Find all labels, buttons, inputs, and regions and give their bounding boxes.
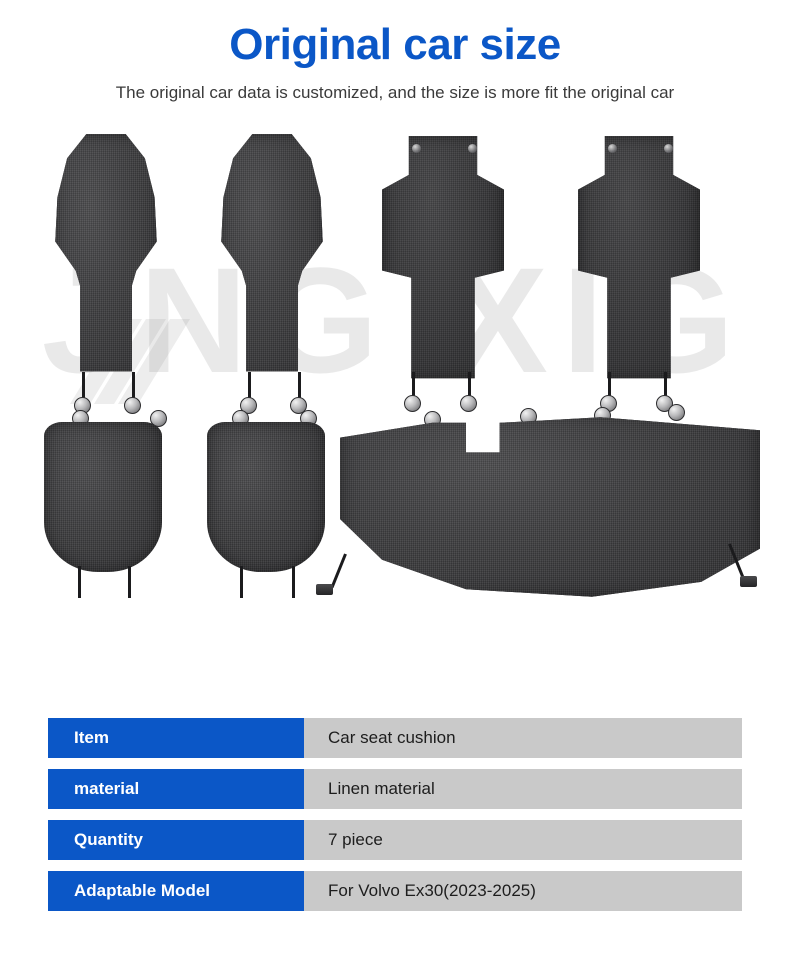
table-row	[48, 718, 742, 758]
front-right-backrest	[218, 134, 326, 379]
front-right-base-strap-b	[292, 566, 295, 598]
rear-right-backrest-strap-b	[664, 372, 667, 398]
table-row	[48, 871, 742, 911]
front-left-base-strap-b	[128, 566, 131, 598]
rear-left-backrest-strap-b	[468, 372, 471, 398]
rear-left-backrest-grommet-b	[468, 144, 477, 153]
spec-value-adaptable-model: For Volvo Ex30(2023-2025)	[304, 871, 742, 911]
front-left-backrest-strap-a	[82, 372, 85, 400]
rear-right-backrest-strap-a	[608, 372, 611, 398]
header	[0, 0, 790, 106]
front-right-seat-base	[207, 422, 325, 572]
rear-bench-connector-left	[316, 584, 333, 595]
spec-label-quantity: Quantity	[48, 820, 304, 860]
table-row	[48, 769, 742, 809]
rear-left-backrest-buckle-a	[404, 395, 421, 412]
spec-label-material: material	[48, 769, 304, 809]
front-left-backrest-strap-b	[132, 372, 135, 400]
spec-label-item: Item	[48, 718, 304, 758]
rear-right-backrest-grommet-b	[664, 144, 673, 153]
spec-table	[48, 718, 742, 922]
rear-left-backrest-strap-a	[412, 372, 415, 398]
spec-value-quantity: 7 piece	[304, 820, 742, 860]
watermark-text: JNG XIG	[41, 235, 749, 404]
rear-left-backrest-buckle-b	[460, 395, 477, 412]
rear-right-backrest-grommet-a	[608, 144, 617, 153]
rear-bench-buckle-d	[668, 404, 685, 421]
spec-label-adaptable-model: Adaptable Model	[48, 871, 304, 911]
rear-bench-strap-left	[331, 553, 347, 588]
rear-left-backrest-grommet-a	[412, 144, 421, 153]
rear-bench-connector-right	[740, 576, 757, 587]
rear-left-backrest	[382, 136, 504, 381]
front-right-backrest-strap-a	[248, 372, 251, 400]
front-left-backrest	[52, 134, 160, 379]
rear-right-backrest	[578, 136, 700, 381]
product-image	[0, 114, 790, 659]
front-right-backrest-strap-b	[298, 372, 301, 400]
rear-bench-cushion	[340, 412, 760, 597]
front-right-base-strap-a	[240, 566, 243, 598]
front-left-base-strap-a	[78, 566, 81, 598]
page-subtitle: The original car data is customized, and the size is more fit the original car	[115, 83, 675, 103]
front-left-backrest-buckle-b	[124, 397, 141, 414]
spec-value-item: Car seat cushion	[304, 718, 742, 758]
front-left-seat-base	[44, 422, 162, 572]
page-title: Original car size	[229, 20, 561, 69]
table-row	[48, 820, 742, 860]
spec-value-material: Linen material	[304, 769, 742, 809]
